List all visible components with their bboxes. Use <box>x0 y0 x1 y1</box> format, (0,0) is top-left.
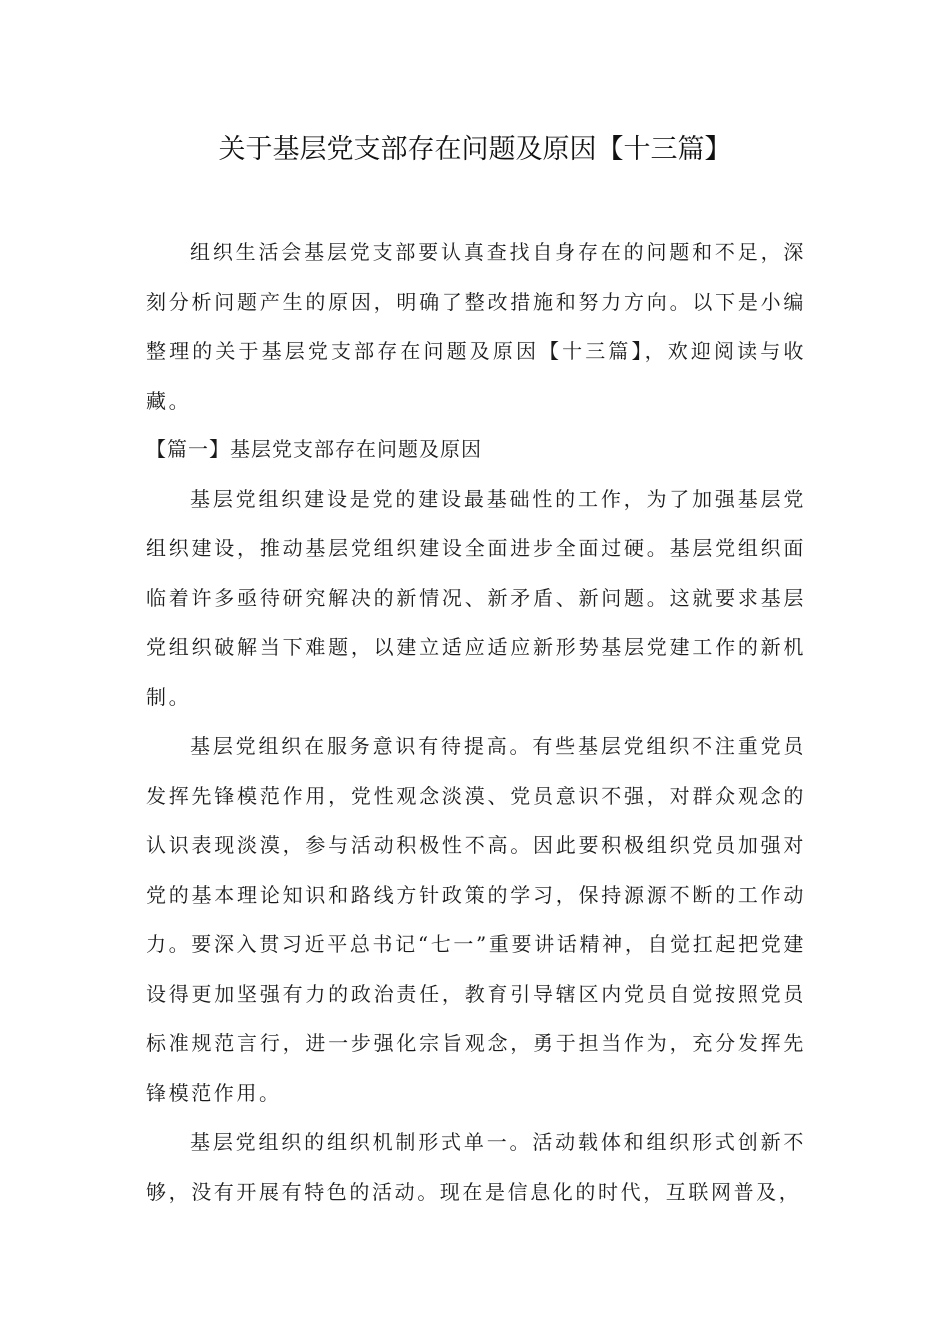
intro-block <box>146 228 806 426</box>
intro-paragraph: 组织生活会基层党支部要认真查找自身存在的问题和不足，深刻分析问题产生的原因，明确了整改措施和努力方向。以下是小编整理的关于基层党支部存在问题及原因【十三篇】，欢迎阅读与收藏。 <box>146 240 806 413</box>
body-paragraph-3: 基层党组织的组织机制形式单一。活动载体和组织形式创新不够，没有开展有特色的活动。现在是信息化的时代，互联网普及， <box>146 1130 806 1204</box>
document-title: 关于基层党支部存在问题及原因【十三篇】 <box>218 134 732 165</box>
section-heading: 【篇一】基层党支部存在问题及原因 <box>146 437 482 461</box>
body-paragraph-2: 基层党组织在服务意识有待提高。有些基层党组织不注重党员发挥先锋模范作用，党性观念淡漠、党员意识不强，对群众观念的认识表现淡漠，参与活动积极性不高。因此要积极组织党员加强对党的基本理论知识和路线方针政策的学习，保持源源不断的工作动力。要深入贯习近平总书记“七一”重要讲话精神，自觉扛起把党建设得更加坚强有力的政治责任，教育引导辖区内党员自觉按照党员标准规范言行，进一步强化宗旨观念，勇于担当作为，充分发挥先锋模范作用。 <box>146 734 806 1105</box>
section-one <box>146 425 806 1217</box>
body-paragraph-1: 基层党组织建设是党的建设最基础性的工作，为了加强基层党组织建设，推动基层党组织建设全面进步全面过硬。基层党组织面临着许多亟待研究解决的新情况、新矛盾、新问题。这就要求基层党组织破解当下难题，以建立适应适应新形势基层党建工作的新机制。 <box>146 486 806 709</box>
